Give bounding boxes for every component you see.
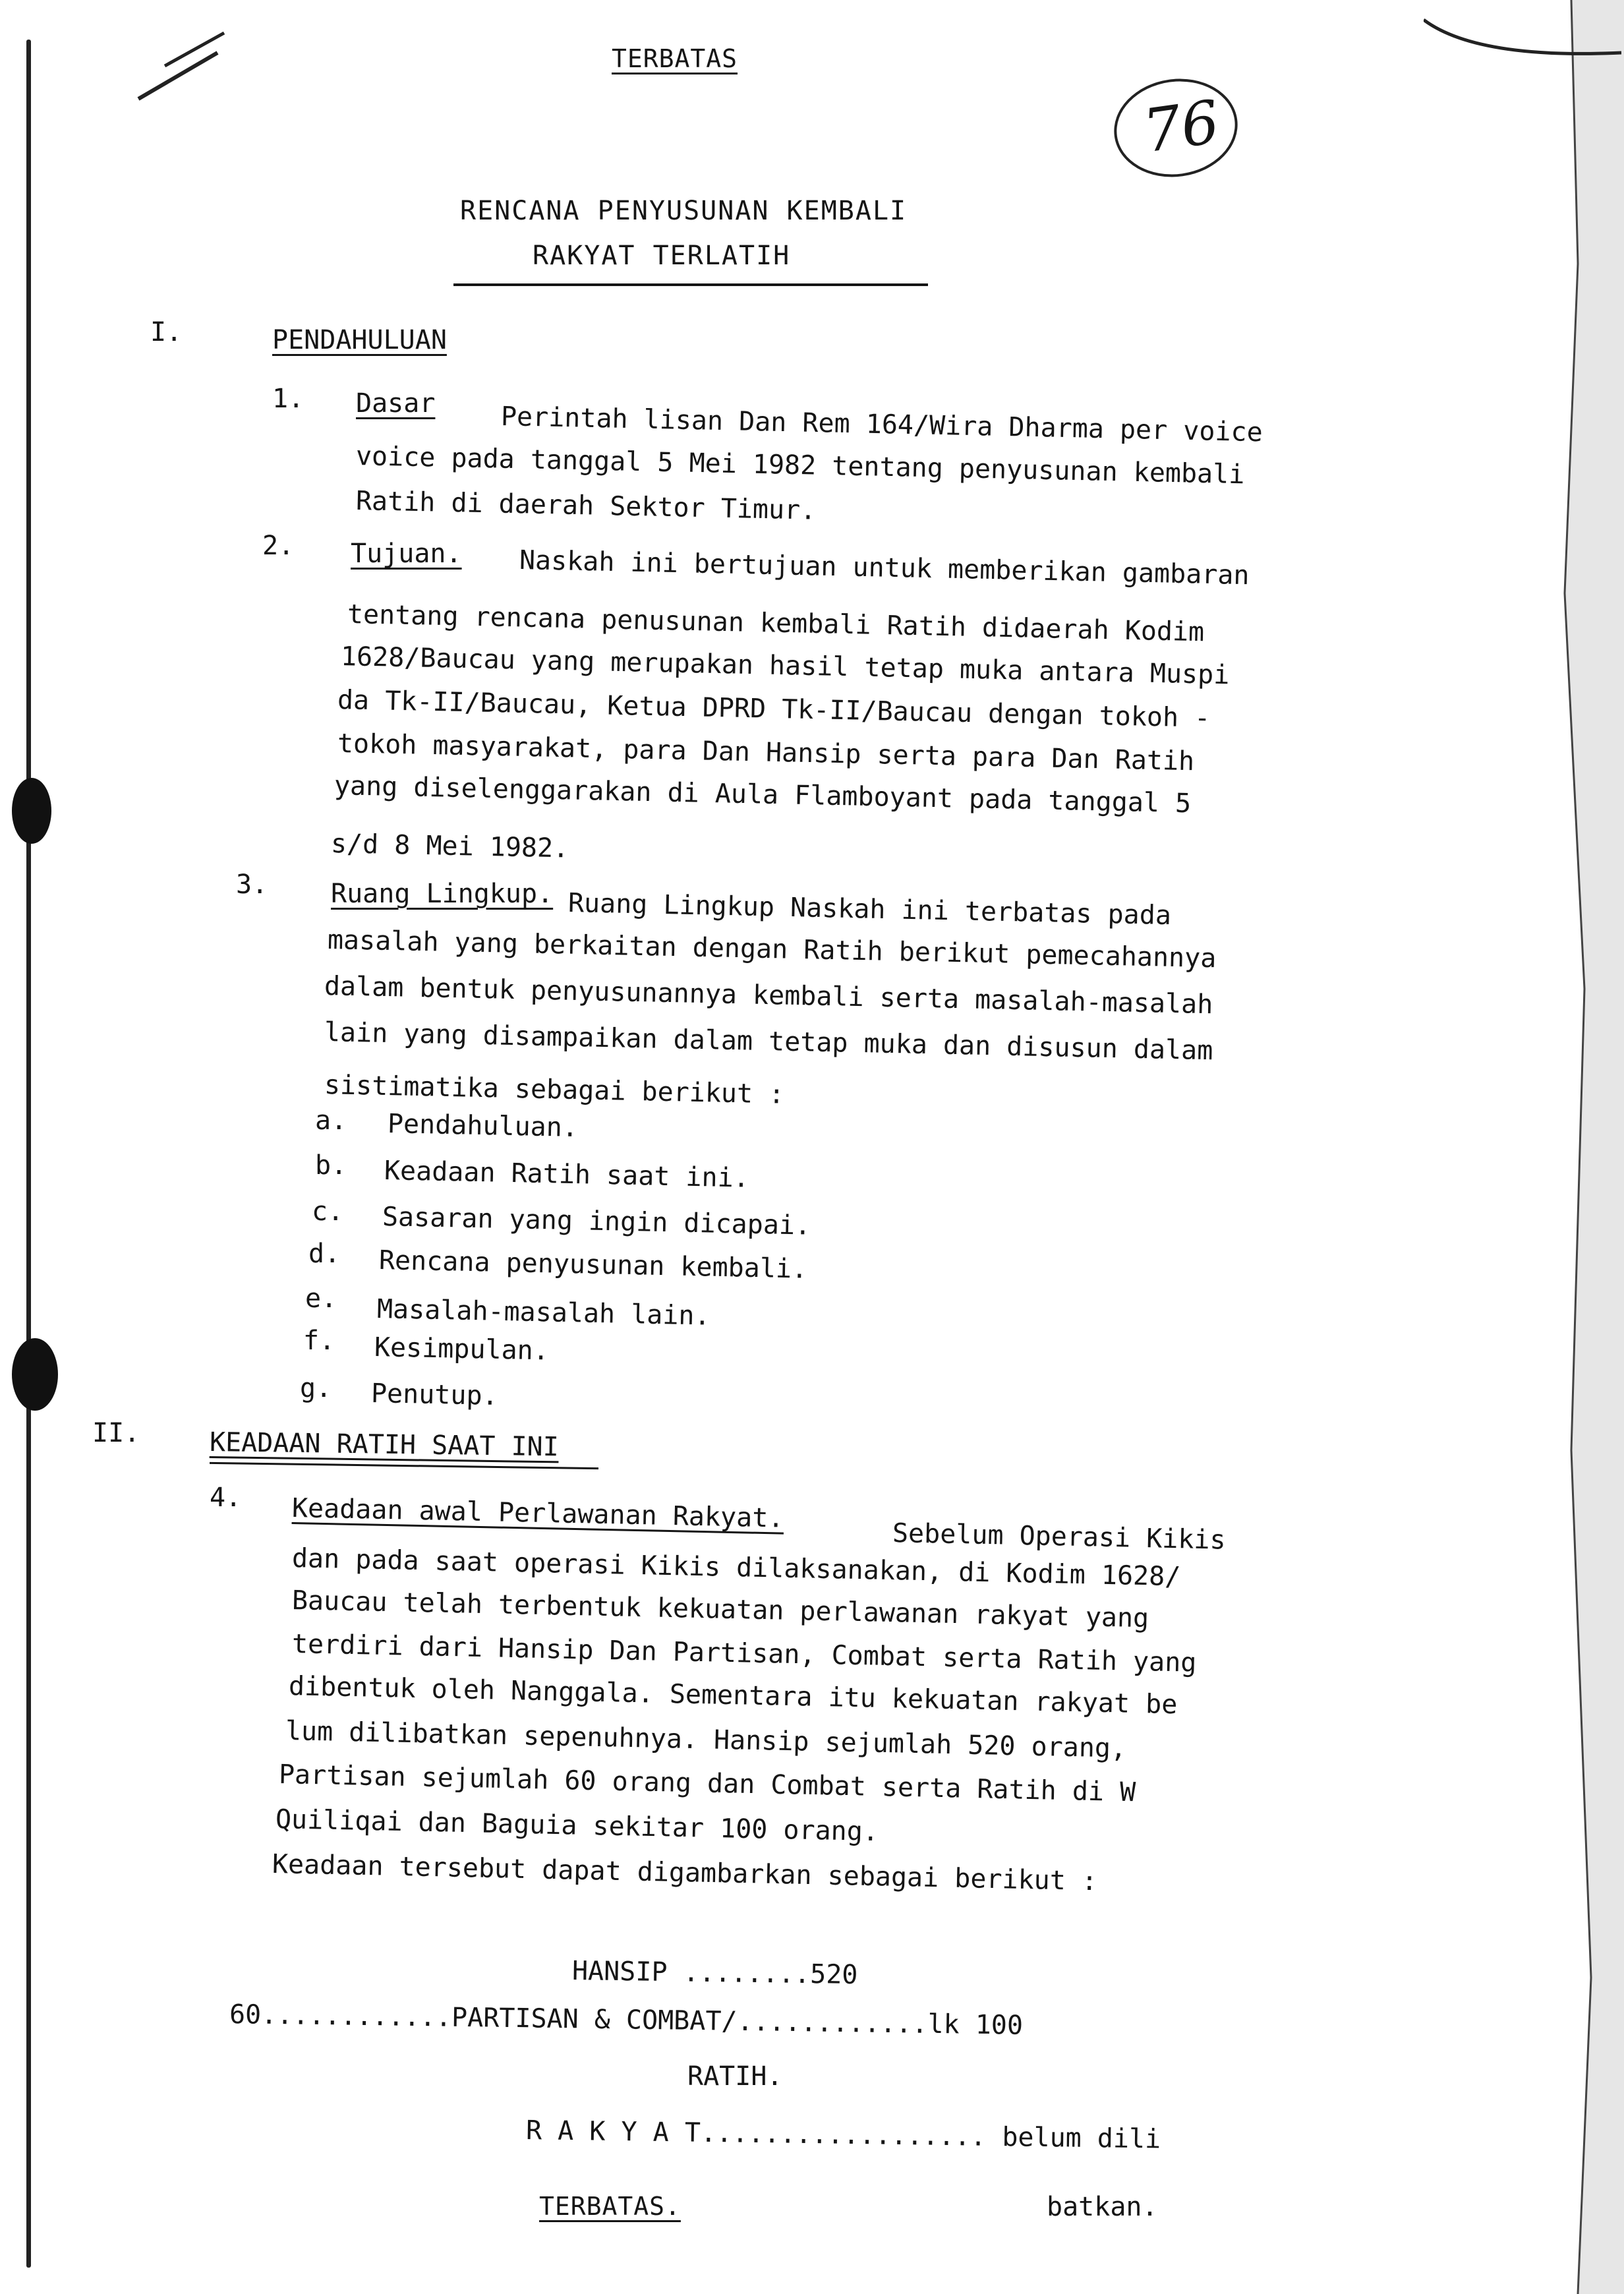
item-1-line3: Ratih di daerah Sektor Timur. <box>355 486 817 526</box>
diagram-ratih: RATIH. <box>687 2061 783 2092</box>
item-3-line2: masalah yang berkaitan dengan Ratih berikut pemecahannya <box>327 925 1217 974</box>
item-2-line1: Naskah ini bertujuan untuk memberikan gambaran <box>519 545 1250 591</box>
list-item-letter: f. <box>303 1326 335 1356</box>
check-mark-icon <box>125 26 231 119</box>
list-item-letter: g. <box>300 1373 332 1403</box>
diagram-hansip: HANSIP ........520 <box>571 1956 858 1991</box>
section-2-heading: KEADAAN RATIH SAAT INI <box>209 1427 560 1463</box>
list-item-text: Sasaran yang ingin dicapai. <box>382 1202 811 1241</box>
document-title-line1: RENCANA PENYUSUNAN KEMBALI <box>460 196 908 226</box>
item-1-line2: voice pada tanggal 5 Mei 1982 tentang penyusunan kembali <box>355 441 1245 490</box>
punch-hole-mark <box>12 1338 58 1411</box>
list-item-text: Pendahuluan. <box>387 1109 579 1144</box>
item-4-line7: Partisan sejumlah 60 orang dan Combat serta Ratih di W <box>278 1759 1136 1808</box>
list-item-letter: e. <box>305 1283 337 1314</box>
classification-header: TERBATAS <box>612 44 738 73</box>
item-4-line6: lum dilibatkan sepenuhnya. Hansip sejumlah 520 orang, <box>285 1716 1127 1764</box>
item-2-label: Tujuan. <box>351 539 462 569</box>
item-2-number: 2. <box>262 531 295 561</box>
binding-margin-line <box>26 40 31 2268</box>
item-4-line1: Sebelum Operasi Kikis <box>892 1518 1227 1556</box>
section-1-numeral: I. <box>150 317 183 347</box>
list-item-text: Kesimpulan. <box>374 1332 550 1367</box>
item-4-line5: dibentuk oleh Nanggala. Sementara itu kekuatan rakyat be <box>288 1671 1178 1720</box>
item-3-line4: lain yang disampaikan dalam tetap muka dan disusun dalam <box>324 1017 1213 1067</box>
document-title-line2: RAKYAT TERLATIH <box>533 241 791 271</box>
list-item-text: Keadaan Ratih saat ini. <box>384 1156 750 1194</box>
item-2-line4: da Tk-II/Baucau, Ketua DPRD Tk-II/Baucau dengan tokoh - <box>337 685 1211 734</box>
diagram-rakyat: R A K Y A T.................. belum dili <box>525 2115 1161 2155</box>
section-1-heading: PENDAHULUAN <box>272 325 447 355</box>
classification-footer: TERBATAS. <box>539 2192 681 2221</box>
diagram-rakyat-cont: batkan. <box>1047 2192 1158 2222</box>
item-2-line5: tokoh masyarakat, para Dan Hansip serta para Dan Ratih <box>337 728 1195 777</box>
list-item-text: Rencana penyusunan kembali. <box>378 1245 808 1285</box>
item-2-line6: yang diselenggarakan di Aula Flamboyant pada tanggal 5 <box>334 771 1192 819</box>
list-item-letter: c. <box>312 1196 344 1227</box>
title-underline <box>453 283 928 286</box>
punch-hole-mark <box>12 778 51 844</box>
item-4-line4: terdiri dari Hansip Dan Partisan, Combat serta Ratih yang <box>291 1629 1197 1678</box>
page-number: 76 <box>1139 87 1224 167</box>
item-4-line2: dan pada saat operasi Kikis dilaksanakan, di Kodim 1628/ <box>291 1543 1181 1593</box>
item-4-line8: Quiliqai dan Baguia sekitar 100 orang. <box>275 1804 879 1848</box>
list-item-letter: a. <box>315 1105 347 1136</box>
item-1-number: 1. <box>272 384 304 414</box>
list-item-letter: b. <box>315 1150 347 1181</box>
item-4-number: 4. <box>210 1483 242 1513</box>
item-3-line3: dalam bentuk penyusunannya kembali serta masalah-masalah <box>324 971 1213 1020</box>
list-item-letter: d. <box>308 1239 341 1269</box>
item-2-line2: tentang rencana penusunan kembali Ratih didaerah Kodim <box>347 599 1205 648</box>
item-1-line1: Perintah lisan Dan Rem 164/Wira Dharma per voice <box>500 401 1263 448</box>
corner-pen-stroke <box>1424 13 1621 66</box>
item-3-label: Ruang Lingkup. <box>331 879 554 909</box>
item-2-line3: 1628/Baucau yang merupakan hasil tetap muka antara Muspi <box>340 641 1230 691</box>
item-1-label: Dasar <box>356 388 436 419</box>
page-edge-shadow <box>1492 0 1624 2294</box>
item-4-label: Keadaan awal Perlawanan Rakyat. <box>291 1493 784 1534</box>
list-item-text: Masalah-masalah lain. <box>376 1294 711 1332</box>
item-2-line7: s/d 8 Mei 1982. <box>330 829 569 864</box>
item-3-number: 3. <box>236 869 268 900</box>
section-2-heading-rule <box>210 1462 598 1469</box>
list-item-text: Penutup. <box>370 1378 499 1412</box>
item-3-line5: sistimatika sebagai berikut : <box>324 1070 785 1110</box>
item-4-line9: Keadaan tersebut dapat digambarkan sebagai berikut : <box>272 1849 1098 1897</box>
section-2-numeral: II. <box>92 1418 140 1448</box>
item-3-line1: Ruang Lingkup Naskah ini terbatas pada <box>567 888 1172 931</box>
diagram-partisan-combat: 60............PARTISAN & COMBAT/............lk 100 <box>229 1999 1024 2041</box>
item-4-line3: Baucau telah terbentuk kekuatan perlawanan rakyat yang <box>291 1585 1149 1634</box>
